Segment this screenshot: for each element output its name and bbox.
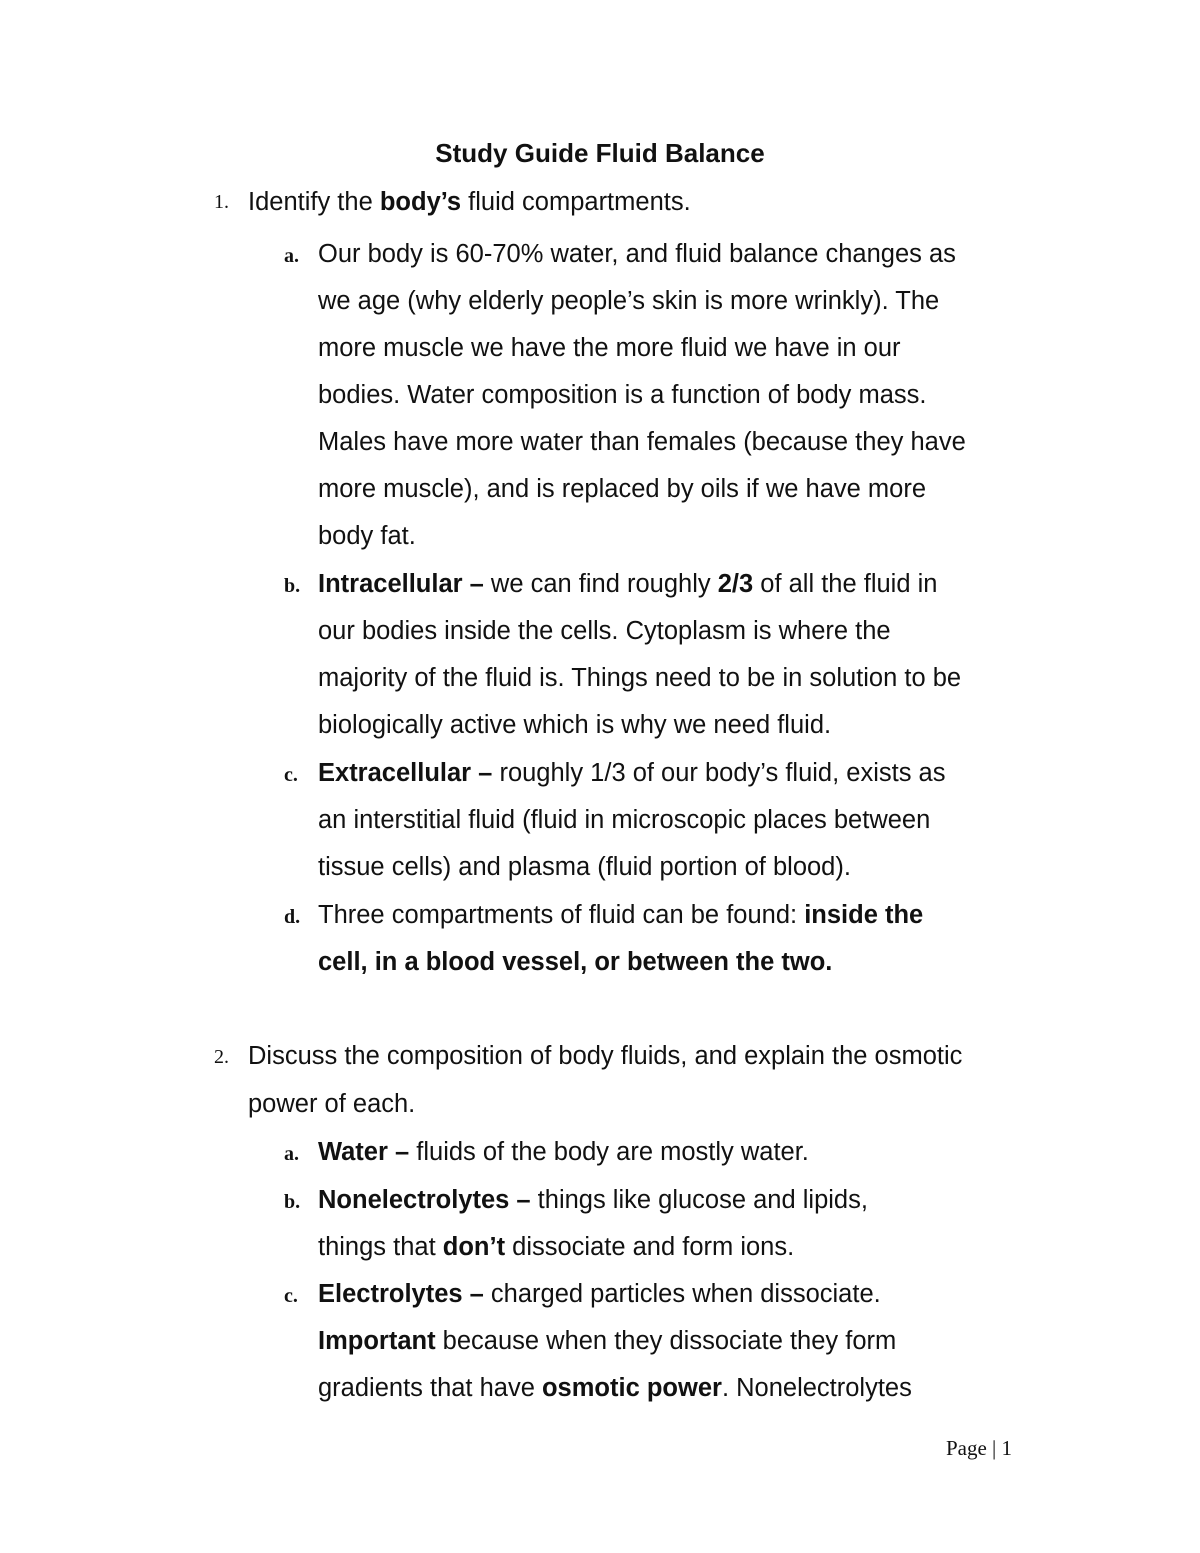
q1c-line-3: tissue cells) and plasma (fluid portion of blood). <box>318 853 851 881</box>
q1-number: 1. <box>214 191 229 213</box>
q1-text: Identify the body’s fluid compartments. <box>248 188 691 216</box>
q2-line-2: power of each. <box>248 1090 416 1118</box>
q1b-line-4: biologically active which is why we need fluid. <box>318 711 832 739</box>
q1c-letter: c. <box>284 764 298 786</box>
q1b-line-2: our bodies inside the cells. Cytoplasm is where the <box>318 617 891 645</box>
page-footer <box>0 1432 1200 1464</box>
q2-line-1: Discuss the composition of body fluids, and explain the osmotic <box>248 1042 963 1070</box>
q2a-letter: a. <box>284 1143 299 1165</box>
q1a-line-4: bodies. Water composition is a function of body mass. <box>318 381 927 409</box>
q1b-line-3: majority of the fluid is. Things need to be in solution to be <box>318 664 962 692</box>
q1a-line-7: body fat. <box>318 522 416 550</box>
q1d-line-1: Three compartments of fluid can be found: inside the <box>318 901 924 929</box>
q2c-line-2: Important because when they dissociate they form <box>318 1327 897 1355</box>
q2a-line-1: Water – fluids of the body are mostly water. <box>318 1138 809 1166</box>
q1a-line-1: Our body is 60-70% water, and fluid balance changes as <box>318 240 956 268</box>
q1c-line-1: Extracellular – roughly 1/3 of our body’s fluid, exists as <box>318 759 946 787</box>
q1d-letter: d. <box>284 906 301 928</box>
q1b-letter: b. <box>284 575 301 597</box>
q2c-line-1: Electrolytes – charged particles when dissociate. <box>318 1280 881 1308</box>
q1a-line-6: more muscle), and is replaced by oils if we have more <box>318 475 927 503</box>
q2-number: 2. <box>214 1046 229 1068</box>
q1a-line-2: we age (why elderly people’s skin is more wrinkly). The <box>318 287 940 315</box>
q1a-letter: a. <box>284 245 299 267</box>
q1c-line-2: an interstitial fluid (fluid in microscopic places between <box>318 806 931 834</box>
document-title: Study Guide Fluid Balance <box>435 138 765 168</box>
q2b-line-1: Nonelectrolytes – things like glucose and lipids, <box>318 1186 868 1214</box>
q2c-line-3: gradients that have osmotic power. Nonelectrolytes <box>318 1374 912 1402</box>
q1d-line-2: cell, in a blood vessel, or between the two. <box>318 948 833 976</box>
q1a-line-3: more muscle we have the more fluid we have in our <box>318 334 901 362</box>
q1a-line-5: Males have more water than females (because they have <box>318 428 966 456</box>
q2c-letter: c. <box>284 1285 298 1307</box>
q2b-letter: b. <box>284 1191 301 1213</box>
q2b-line-2: things that don’t dissociate and form ions. <box>318 1233 795 1261</box>
page-number: Page | 1 <box>945 1436 1012 1460</box>
q1b-line-1: Intracellular – we can find roughly 2/3 of all the fluid in <box>318 570 938 598</box>
